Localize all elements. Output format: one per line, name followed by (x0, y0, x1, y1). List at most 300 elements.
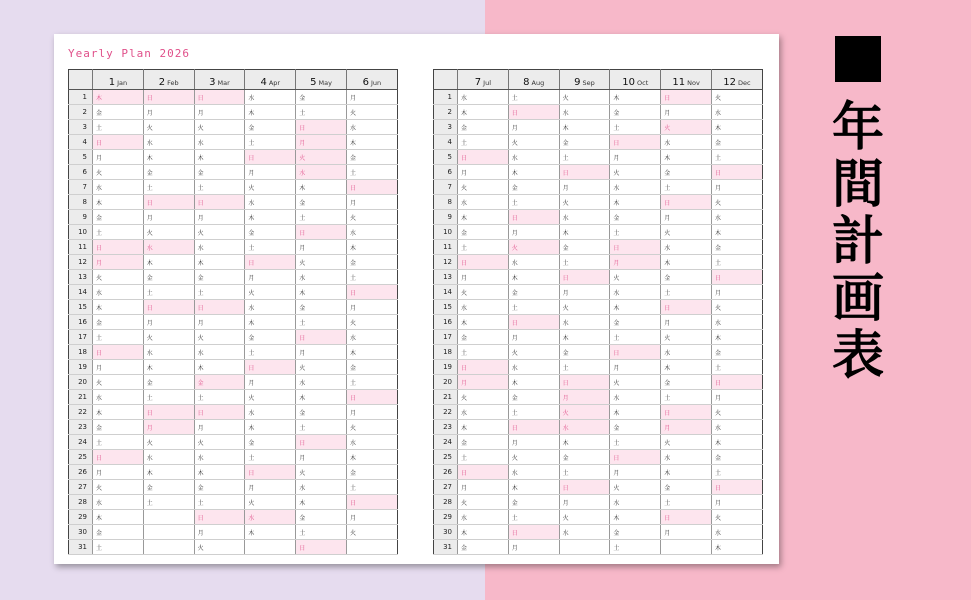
day-cell[interactable]: 金 (245, 330, 296, 345)
day-cell[interactable]: 火 (93, 375, 144, 390)
day-cell[interactable]: 月 (346, 405, 397, 420)
day-cell[interactable]: 水 (194, 450, 245, 465)
day-cell[interactable]: 月 (296, 345, 347, 360)
day-cell[interactable]: 日 (194, 405, 245, 420)
day-cell[interactable]: 金 (661, 480, 712, 495)
day-cell[interactable]: 日 (143, 195, 194, 210)
day-cell[interactable]: 木 (711, 225, 762, 240)
day-cell[interactable]: 金 (346, 360, 397, 375)
day-cell[interactable] (143, 525, 194, 540)
day-cell[interactable]: 土 (296, 105, 347, 120)
day-cell[interactable]: 水 (458, 300, 509, 315)
day-cell[interactable]: 水 (610, 285, 661, 300)
day-cell[interactable]: 土 (93, 120, 144, 135)
day-cell[interactable]: 金 (143, 375, 194, 390)
day-cell[interactable]: 日 (458, 150, 509, 165)
day-cell[interactable]: 火 (458, 495, 509, 510)
day-cell[interactable]: 火 (143, 120, 194, 135)
day-cell[interactable]: 月 (143, 315, 194, 330)
day-cell[interactable]: 水 (508, 150, 559, 165)
day-cell[interactable]: 日 (296, 540, 347, 555)
day-cell[interactable]: 金 (508, 285, 559, 300)
day-cell[interactable]: 木 (661, 360, 712, 375)
day-cell[interactable] (661, 540, 712, 555)
day-cell[interactable]: 日 (93, 135, 144, 150)
day-cell[interactable]: 土 (508, 195, 559, 210)
day-cell[interactable]: 日 (661, 510, 712, 525)
day-cell[interactable]: 金 (610, 210, 661, 225)
day-cell[interactable]: 火 (508, 450, 559, 465)
day-cell[interactable]: 金 (93, 210, 144, 225)
day-cell[interactable]: 金 (93, 105, 144, 120)
day-cell[interactable]: 月 (610, 360, 661, 375)
day-cell[interactable]: 金 (194, 165, 245, 180)
day-cell[interactable]: 土 (661, 285, 712, 300)
day-cell[interactable]: 木 (508, 480, 559, 495)
day-cell[interactable]: 土 (559, 255, 610, 270)
day-cell[interactable]: 木 (346, 240, 397, 255)
day-cell[interactable]: 金 (508, 495, 559, 510)
day-cell[interactable]: 水 (93, 390, 144, 405)
day-cell[interactable]: 水 (458, 195, 509, 210)
day-cell[interactable]: 木 (458, 525, 509, 540)
day-cell[interactable]: 月 (458, 480, 509, 495)
day-cell[interactable]: 金 (458, 120, 509, 135)
day-cell[interactable]: 月 (143, 420, 194, 435)
day-cell[interactable]: 金 (559, 345, 610, 360)
day-cell[interactable]: 土 (245, 450, 296, 465)
day-cell[interactable]: 月 (93, 465, 144, 480)
day-cell[interactable]: 金 (93, 525, 144, 540)
day-cell[interactable]: 火 (458, 180, 509, 195)
day-cell[interactable]: 土 (143, 390, 194, 405)
day-cell[interactable]: 木 (296, 390, 347, 405)
day-cell[interactable]: 木 (143, 360, 194, 375)
day-cell[interactable]: 木 (610, 195, 661, 210)
day-cell[interactable]: 土 (610, 225, 661, 240)
day-cell[interactable]: 水 (143, 450, 194, 465)
day-cell[interactable]: 木 (245, 420, 296, 435)
day-cell[interactable]: 火 (93, 270, 144, 285)
day-cell[interactable]: 水 (661, 450, 712, 465)
day-cell[interactable]: 日 (610, 450, 661, 465)
day-cell[interactable]: 土 (296, 420, 347, 435)
day-cell[interactable]: 木 (143, 465, 194, 480)
day-cell[interactable]: 火 (661, 435, 712, 450)
day-cell[interactable]: 日 (711, 480, 762, 495)
day-cell[interactable]: 土 (508, 510, 559, 525)
day-cell[interactable]: 金 (711, 345, 762, 360)
day-cell[interactable]: 土 (143, 285, 194, 300)
day-cell[interactable]: 水 (194, 135, 245, 150)
day-cell[interactable]: 土 (508, 405, 559, 420)
day-cell[interactable]: 月 (458, 375, 509, 390)
day-cell[interactable]: 月 (508, 120, 559, 135)
day-cell[interactable]: 火 (346, 210, 397, 225)
day-cell[interactable]: 土 (458, 450, 509, 465)
day-cell[interactable]: 水 (143, 345, 194, 360)
day-cell[interactable]: 金 (610, 420, 661, 435)
day-cell[interactable]: 土 (508, 300, 559, 315)
day-cell[interactable]: 日 (194, 90, 245, 105)
day-cell[interactable]: 火 (346, 525, 397, 540)
day-cell[interactable]: 月 (610, 465, 661, 480)
day-cell[interactable]: 木 (245, 210, 296, 225)
day-cell[interactable]: 土 (296, 525, 347, 540)
day-cell[interactable]: 火 (661, 225, 712, 240)
day-cell[interactable]: 水 (296, 270, 347, 285)
day-cell[interactable]: 日 (93, 345, 144, 360)
day-cell[interactable]: 火 (458, 390, 509, 405)
day-cell[interactable]: 水 (245, 90, 296, 105)
day-cell[interactable]: 月 (93, 255, 144, 270)
day-cell[interactable]: 金 (508, 390, 559, 405)
day-cell[interactable]: 月 (508, 225, 559, 240)
day-cell[interactable]: 土 (194, 285, 245, 300)
day-cell[interactable]: 火 (245, 180, 296, 195)
day-cell[interactable]: 火 (346, 420, 397, 435)
day-cell[interactable]: 火 (346, 315, 397, 330)
day-cell[interactable]: 木 (93, 405, 144, 420)
day-cell[interactable]: 土 (245, 345, 296, 360)
day-cell[interactable]: 水 (194, 345, 245, 360)
day-cell[interactable]: 月 (711, 285, 762, 300)
day-cell[interactable]: 日 (93, 240, 144, 255)
day-cell[interactable]: 土 (245, 135, 296, 150)
day-cell[interactable]: 日 (194, 300, 245, 315)
day-cell[interactable]: 木 (661, 150, 712, 165)
day-cell[interactable]: 水 (143, 135, 194, 150)
day-cell[interactable]: 火 (194, 540, 245, 555)
day-cell[interactable]: 水 (458, 90, 509, 105)
day-cell[interactable]: 木 (508, 270, 559, 285)
day-cell[interactable]: 木 (194, 465, 245, 480)
day-cell[interactable]: 月 (559, 285, 610, 300)
day-cell[interactable]: 日 (93, 450, 144, 465)
day-cell[interactable]: 木 (245, 525, 296, 540)
day-cell[interactable]: 水 (610, 495, 661, 510)
day-cell[interactable]: 火 (508, 240, 559, 255)
day-cell[interactable]: 土 (610, 330, 661, 345)
day-cell[interactable]: 土 (559, 465, 610, 480)
day-cell[interactable] (346, 540, 397, 555)
day-cell[interactable]: 土 (610, 120, 661, 135)
day-cell[interactable]: 火 (508, 345, 559, 360)
day-cell[interactable]: 月 (93, 360, 144, 375)
day-cell[interactable]: 火 (711, 90, 762, 105)
day-cell[interactable]: 土 (559, 150, 610, 165)
day-cell[interactable]: 日 (559, 480, 610, 495)
day-cell[interactable]: 土 (458, 240, 509, 255)
day-cell[interactable]: 日 (559, 375, 610, 390)
day-cell[interactable]: 月 (458, 270, 509, 285)
day-cell[interactable]: 土 (143, 180, 194, 195)
day-cell[interactable]: 月 (346, 300, 397, 315)
day-cell[interactable]: 月 (711, 180, 762, 195)
day-cell[interactable]: 水 (711, 315, 762, 330)
day-cell[interactable]: 土 (346, 270, 397, 285)
day-cell[interactable]: 水 (711, 420, 762, 435)
day-cell[interactable]: 木 (711, 120, 762, 135)
day-cell[interactable]: 日 (296, 225, 347, 240)
day-cell[interactable]: 土 (711, 255, 762, 270)
day-cell[interactable]: 金 (346, 465, 397, 480)
day-cell[interactable]: 土 (661, 390, 712, 405)
day-cell[interactable]: 月 (661, 420, 712, 435)
day-cell[interactable]: 土 (610, 435, 661, 450)
day-cell[interactable]: 金 (296, 510, 347, 525)
day-cell[interactable]: 木 (559, 435, 610, 450)
day-cell[interactable]: 日 (296, 120, 347, 135)
day-cell[interactable]: 木 (346, 450, 397, 465)
day-cell[interactable]: 土 (661, 495, 712, 510)
day-cell[interactable]: 月 (194, 105, 245, 120)
day-cell[interactable]: 水 (346, 435, 397, 450)
day-cell[interactable]: 土 (346, 375, 397, 390)
day-cell[interactable]: 月 (245, 165, 296, 180)
day-cell[interactable]: 木 (458, 105, 509, 120)
day-cell[interactable]: 金 (245, 225, 296, 240)
day-cell[interactable]: 月 (194, 315, 245, 330)
day-cell[interactable]: 月 (346, 510, 397, 525)
day-cell[interactable]: 土 (296, 315, 347, 330)
day-cell[interactable]: 土 (711, 360, 762, 375)
day-cell[interactable]: 月 (661, 525, 712, 540)
day-cell[interactable]: 火 (711, 195, 762, 210)
day-cell[interactable]: 木 (245, 315, 296, 330)
day-cell[interactable]: 日 (346, 390, 397, 405)
day-cell[interactable]: 木 (711, 540, 762, 555)
day-cell[interactable]: 火 (661, 120, 712, 135)
day-cell[interactable]: 木 (93, 510, 144, 525)
day-cell[interactable]: 水 (296, 375, 347, 390)
day-cell[interactable]: 月 (346, 90, 397, 105)
day-cell[interactable]: 月 (194, 210, 245, 225)
day-cell[interactable]: 水 (661, 345, 712, 360)
day-cell[interactable]: 日 (610, 135, 661, 150)
day-cell[interactable]: 火 (711, 405, 762, 420)
day-cell[interactable]: 土 (458, 135, 509, 150)
day-cell[interactable]: 金 (296, 405, 347, 420)
day-cell[interactable]: 金 (661, 375, 712, 390)
day-cell[interactable]: 日 (296, 330, 347, 345)
day-cell[interactable]: 土 (93, 540, 144, 555)
day-cell[interactable]: 木 (143, 255, 194, 270)
day-cell[interactable]: 日 (661, 405, 712, 420)
day-cell[interactable]: 金 (711, 240, 762, 255)
day-cell[interactable]: 火 (559, 195, 610, 210)
day-cell[interactable]: 木 (610, 510, 661, 525)
day-cell[interactable]: 水 (661, 135, 712, 150)
day-cell[interactable]: 木 (508, 375, 559, 390)
day-cell[interactable]: 月 (194, 525, 245, 540)
day-cell[interactable]: 金 (194, 375, 245, 390)
day-cell[interactable]: 土 (194, 495, 245, 510)
day-cell[interactable]: 月 (245, 375, 296, 390)
day-cell[interactable]: 金 (346, 150, 397, 165)
day-cell[interactable]: 日 (458, 360, 509, 375)
day-cell[interactable]: 木 (296, 495, 347, 510)
day-cell[interactable]: 火 (245, 285, 296, 300)
day-cell[interactable]: 木 (143, 150, 194, 165)
day-cell[interactable]: 火 (610, 375, 661, 390)
day-cell[interactable]: 木 (458, 315, 509, 330)
day-cell[interactable]: 月 (610, 255, 661, 270)
day-cell[interactable]: 木 (508, 165, 559, 180)
day-cell[interactable]: 金 (296, 195, 347, 210)
day-cell[interactable]: 火 (296, 255, 347, 270)
day-cell[interactable]: 月 (559, 180, 610, 195)
day-cell[interactable]: 日 (661, 90, 712, 105)
day-cell[interactable]: 火 (245, 495, 296, 510)
day-cell[interactable]: 木 (610, 90, 661, 105)
day-cell[interactable]: 水 (458, 405, 509, 420)
day-cell[interactable]: 金 (610, 315, 661, 330)
day-cell[interactable]: 木 (458, 210, 509, 225)
day-cell[interactable]: 日 (508, 420, 559, 435)
day-cell[interactable]: 金 (194, 270, 245, 285)
day-cell[interactable]: 水 (93, 495, 144, 510)
day-cell[interactable]: 土 (296, 210, 347, 225)
day-cell[interactable]: 水 (508, 255, 559, 270)
day-cell[interactable]: 金 (458, 225, 509, 240)
day-cell[interactable]: 日 (559, 165, 610, 180)
day-cell[interactable]: 日 (508, 315, 559, 330)
day-cell[interactable]: 金 (661, 165, 712, 180)
day-cell[interactable]: 火 (508, 135, 559, 150)
day-cell[interactable]: 金 (711, 450, 762, 465)
day-cell[interactable]: 水 (93, 285, 144, 300)
day-cell[interactable]: 火 (296, 150, 347, 165)
day-cell[interactable]: 土 (194, 180, 245, 195)
day-cell[interactable]: 土 (194, 390, 245, 405)
day-cell[interactable]: 土 (458, 345, 509, 360)
day-cell[interactable]: 月 (296, 135, 347, 150)
day-cell[interactable]: 木 (296, 180, 347, 195)
day-cell[interactable]: 木 (296, 285, 347, 300)
day-cell[interactable]: 日 (346, 180, 397, 195)
day-cell[interactable] (143, 540, 194, 555)
day-cell[interactable]: 土 (559, 360, 610, 375)
day-cell[interactable]: 水 (296, 480, 347, 495)
day-cell[interactable]: 日 (346, 495, 397, 510)
day-cell[interactable]: 月 (458, 165, 509, 180)
day-cell[interactable]: 土 (711, 465, 762, 480)
day-cell[interactable]: 木 (245, 105, 296, 120)
day-cell[interactable]: 木 (661, 255, 712, 270)
day-cell[interactable]: 日 (458, 465, 509, 480)
day-cell[interactable]: 日 (458, 255, 509, 270)
day-cell[interactable]: 水 (559, 105, 610, 120)
day-cell[interactable]: 日 (245, 465, 296, 480)
day-cell[interactable]: 水 (559, 210, 610, 225)
day-cell[interactable]: 火 (610, 165, 661, 180)
day-cell[interactable]: 火 (661, 330, 712, 345)
day-cell[interactable]: 水 (508, 360, 559, 375)
day-cell[interactable]: 水 (346, 330, 397, 345)
day-cell[interactable]: 木 (346, 135, 397, 150)
day-cell[interactable]: 金 (296, 300, 347, 315)
day-cell[interactable]: 木 (711, 435, 762, 450)
day-cell[interactable]: 日 (245, 360, 296, 375)
day-cell[interactable]: 日 (559, 270, 610, 285)
day-cell[interactable]: 木 (93, 195, 144, 210)
day-cell[interactable]: 木 (93, 90, 144, 105)
day-cell[interactable]: 日 (508, 525, 559, 540)
day-cell[interactable]: 水 (143, 240, 194, 255)
day-cell[interactable]: 火 (346, 105, 397, 120)
day-cell[interactable]: 月 (559, 390, 610, 405)
day-cell[interactable]: 木 (93, 300, 144, 315)
day-cell[interactable]: 土 (143, 495, 194, 510)
day-cell[interactable]: 日 (661, 195, 712, 210)
day-cell[interactable]: 水 (346, 120, 397, 135)
day-cell[interactable]: 土 (610, 540, 661, 555)
day-cell[interactable] (143, 510, 194, 525)
day-cell[interactable]: 火 (458, 285, 509, 300)
day-cell[interactable]: 日 (194, 510, 245, 525)
day-cell[interactable]: 火 (93, 480, 144, 495)
day-cell[interactable]: 木 (194, 150, 245, 165)
day-cell[interactable]: 金 (346, 255, 397, 270)
day-cell[interactable]: 土 (93, 435, 144, 450)
day-cell[interactable]: 月 (661, 105, 712, 120)
day-cell[interactable]: 火 (93, 165, 144, 180)
day-cell[interactable]: 水 (559, 420, 610, 435)
day-cell[interactable]: 木 (194, 360, 245, 375)
day-cell[interactable]: 月 (245, 270, 296, 285)
day-cell[interactable]: 月 (143, 105, 194, 120)
day-cell[interactable]: 水 (711, 525, 762, 540)
day-cell[interactable]: 火 (194, 330, 245, 345)
day-cell[interactable]: 水 (245, 195, 296, 210)
day-cell[interactable]: 月 (194, 420, 245, 435)
day-cell[interactable]: 金 (245, 435, 296, 450)
day-cell[interactable]: 水 (458, 510, 509, 525)
day-cell[interactable]: 日 (143, 405, 194, 420)
day-cell[interactable]: 火 (296, 360, 347, 375)
day-cell[interactable]: 金 (93, 420, 144, 435)
day-cell[interactable]: 土 (346, 480, 397, 495)
day-cell[interactable]: 月 (296, 450, 347, 465)
day-cell[interactable]: 水 (559, 315, 610, 330)
day-cell[interactable]: 金 (296, 90, 347, 105)
day-cell[interactable]: 日 (508, 105, 559, 120)
day-cell[interactable]: 火 (559, 90, 610, 105)
day-cell[interactable]: 金 (93, 315, 144, 330)
day-cell[interactable]: 金 (661, 270, 712, 285)
day-cell[interactable]: 土 (711, 150, 762, 165)
day-cell[interactable]: 木 (610, 300, 661, 315)
day-cell[interactable]: 金 (711, 135, 762, 150)
day-cell[interactable]: 水 (93, 180, 144, 195)
day-cell[interactable]: 金 (194, 480, 245, 495)
day-cell[interactable]: 土 (93, 225, 144, 240)
day-cell[interactable]: 火 (194, 225, 245, 240)
day-cell[interactable]: 日 (610, 240, 661, 255)
day-cell[interactable]: 日 (508, 210, 559, 225)
day-cell[interactable]: 木 (559, 225, 610, 240)
day-cell[interactable]: 水 (711, 210, 762, 225)
day-cell[interactable]: 日 (610, 345, 661, 360)
day-cell[interactable]: 金 (458, 540, 509, 555)
day-cell[interactable]: 木 (346, 345, 397, 360)
day-cell[interactable]: 火 (194, 120, 245, 135)
day-cell[interactable]: 土 (661, 180, 712, 195)
day-cell[interactable]: 水 (661, 240, 712, 255)
day-cell[interactable]: 日 (143, 300, 194, 315)
day-cell[interactable]: 土 (508, 90, 559, 105)
